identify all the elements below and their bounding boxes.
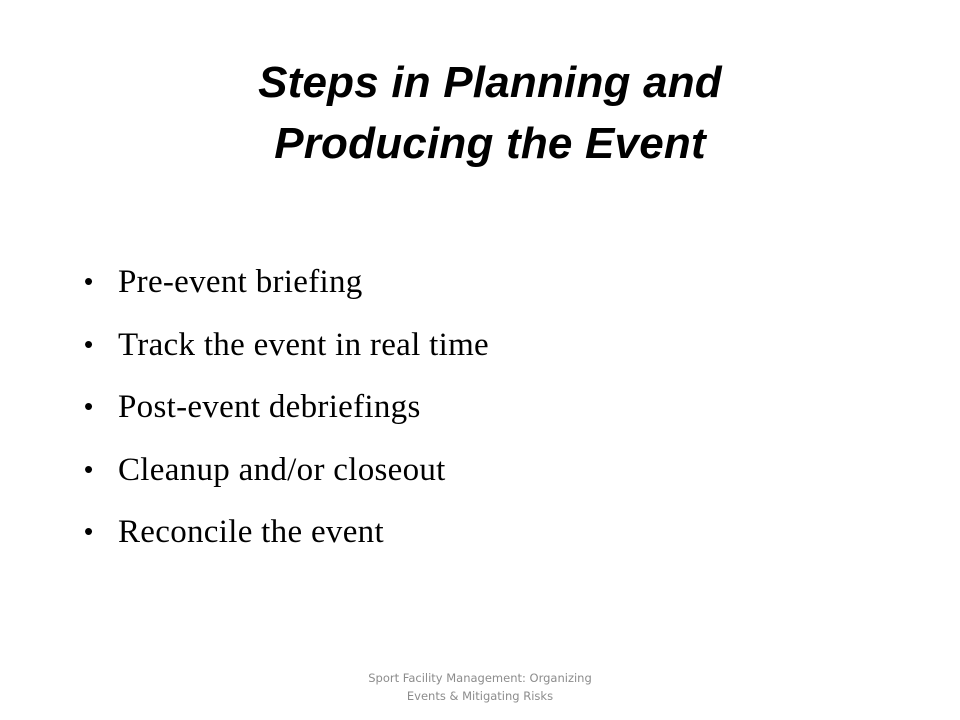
bullet-list [84,264,864,577]
slide-title-line-1: Steps in Planning and [258,58,722,107]
bullet-item-post-event-debriefings [84,389,864,452]
footer-line-2: Events & Mitigating Risks [406,689,554,703]
bullet-item-track-event [84,327,864,390]
footer-line-1: Sport Facility Management: Organizing [368,671,592,685]
bullet-icon: • [84,453,94,484]
bullet-text: Reconcile the event [118,514,384,550]
bullet-text: Post-event debriefings [118,389,421,425]
bullet-icon: • [84,266,94,296]
bullet-icon: • [84,328,94,359]
bullet-item-reconcile-event [84,514,864,577]
slide-title-line-2: Producing the Event [274,119,706,168]
bullet-icon: • [84,516,94,546]
bullet-text: Pre-event briefing [118,264,363,300]
bullet-text: Cleanup and/or closeout [118,451,446,488]
bullet-text: Track the event in real time [118,326,489,363]
bullet-icon: • [84,391,94,421]
bullet-item-pre-event-briefing [84,264,864,327]
slide-footer [330,669,630,705]
bullet-item-cleanup-closeout [84,452,864,515]
slide-title [120,52,860,174]
